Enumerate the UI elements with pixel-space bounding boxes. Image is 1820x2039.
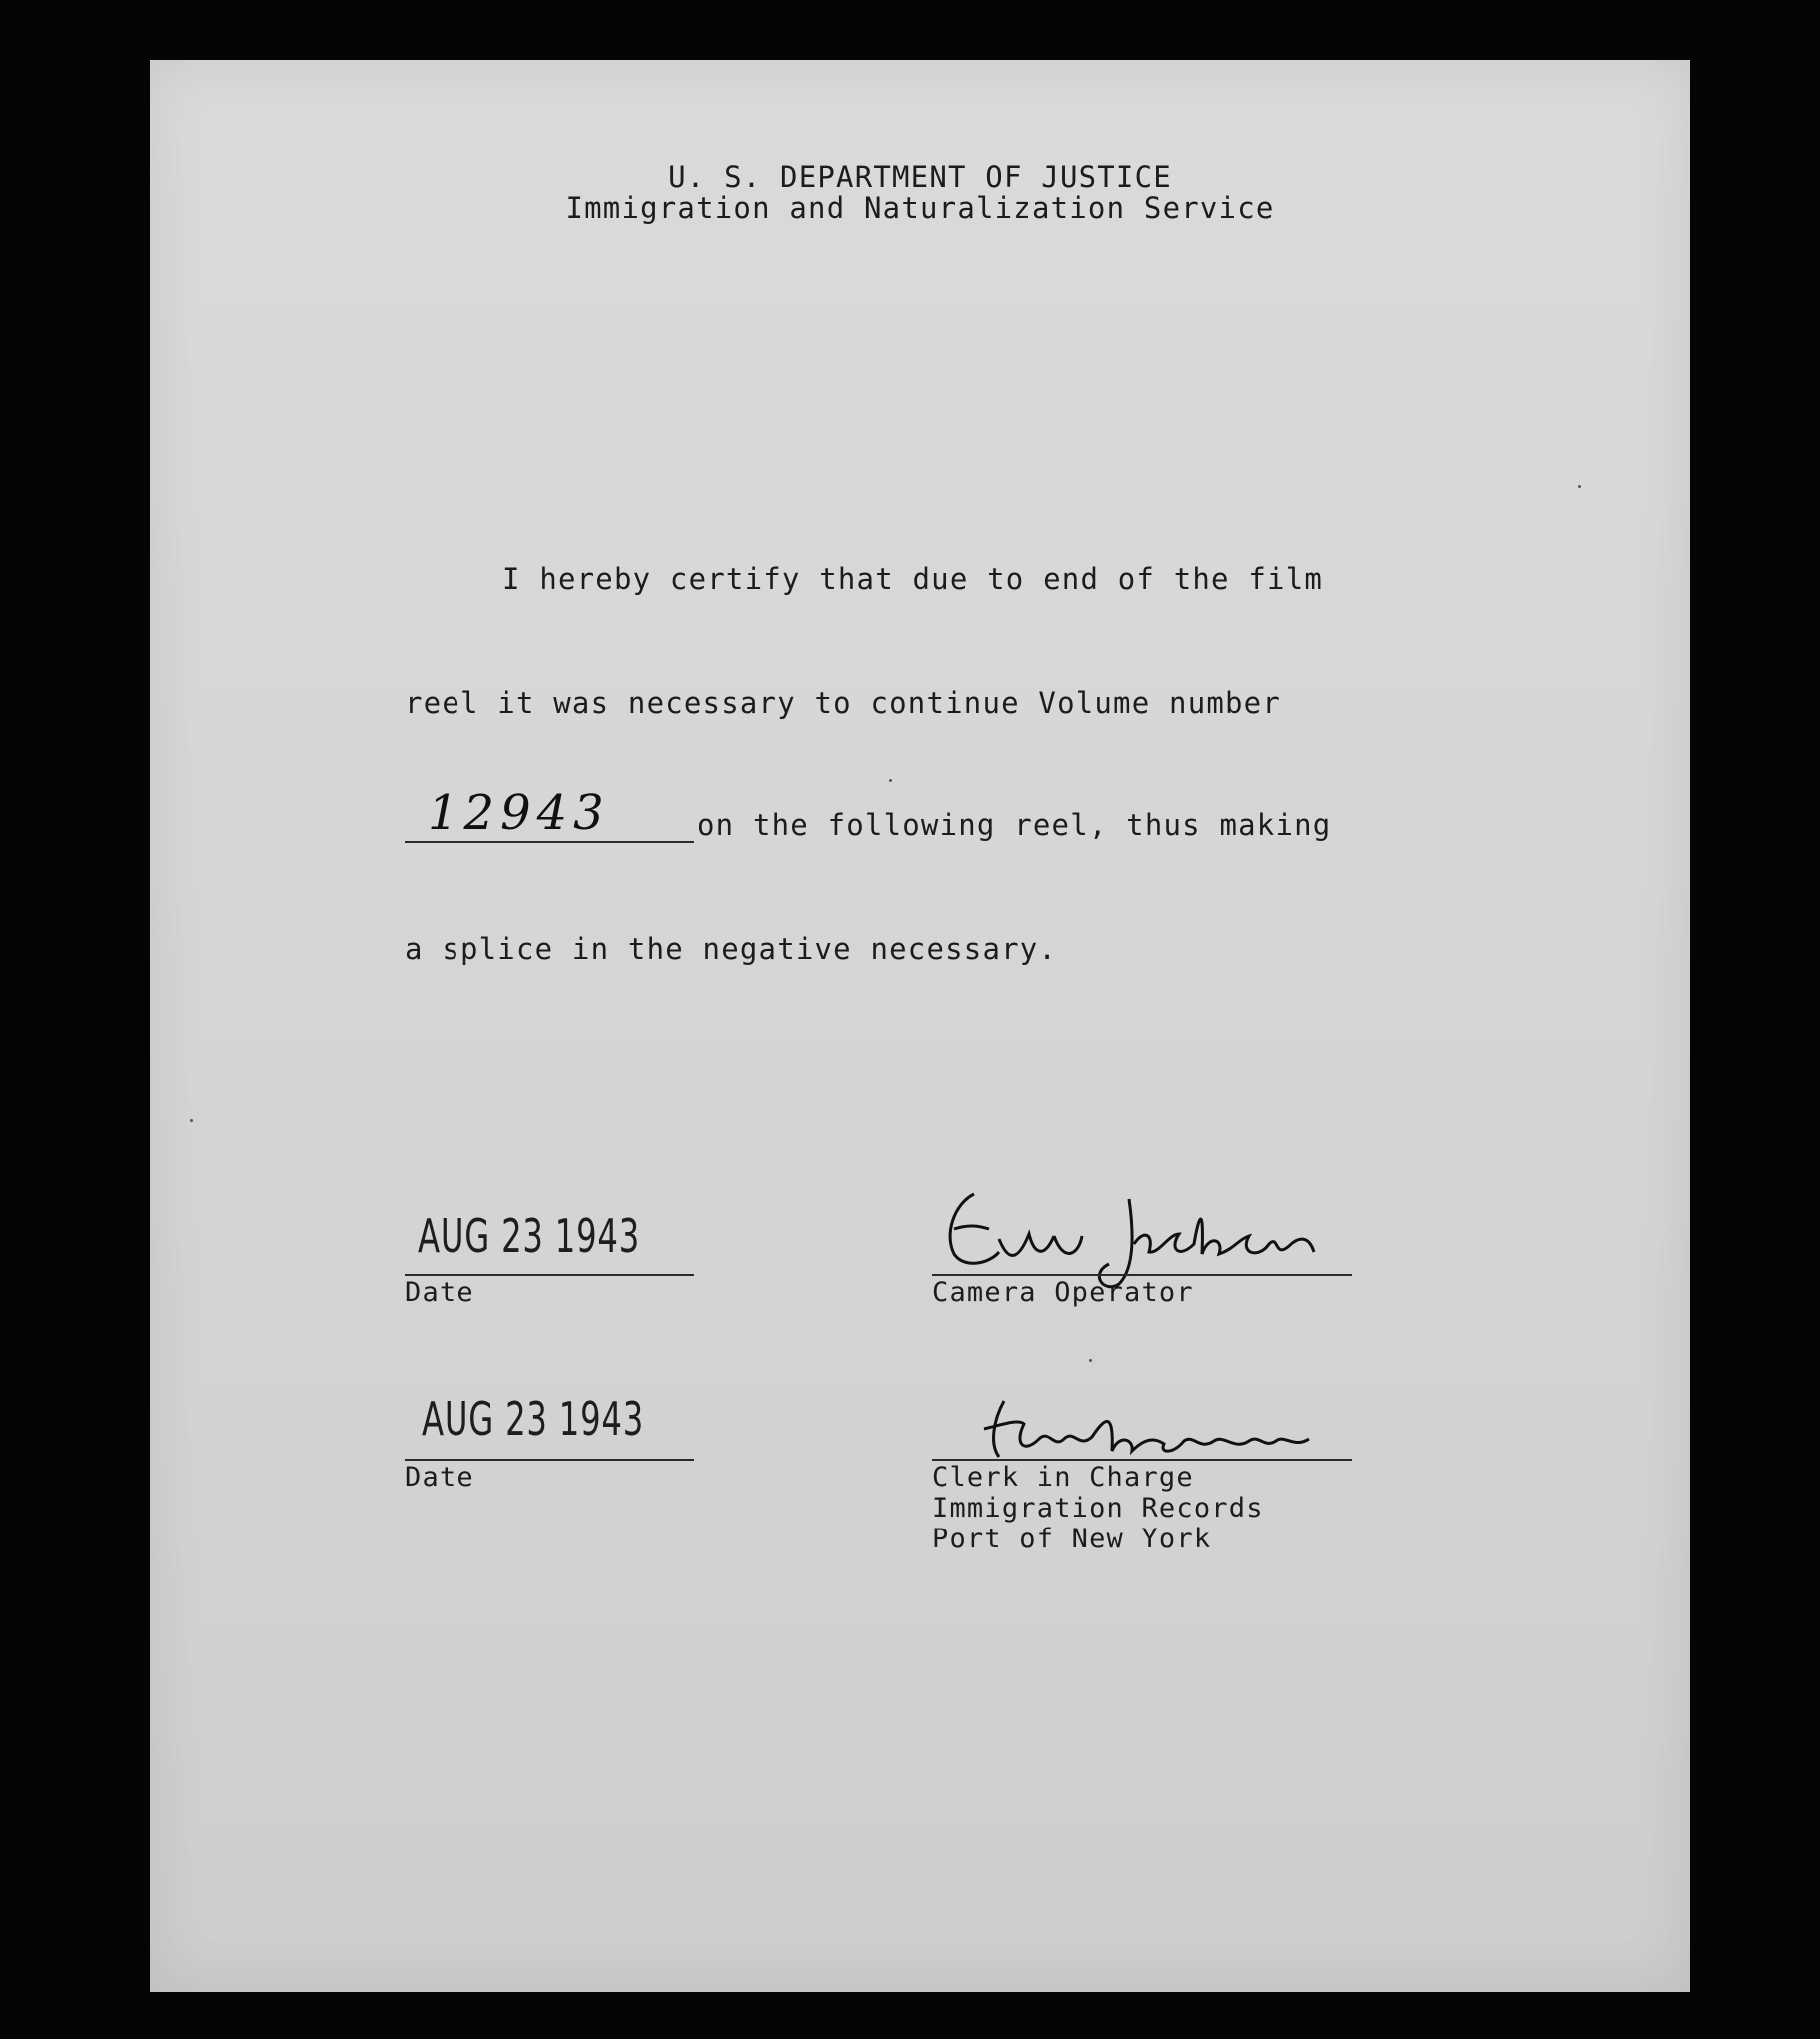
clerk-line bbox=[932, 1459, 1352, 1461]
clerk-signature bbox=[964, 1389, 1354, 1469]
date-stamp-1: AUG 23 1943 bbox=[418, 1209, 641, 1263]
volume-number: 12943 bbox=[428, 785, 610, 841]
clerk-label-3: Port of New York bbox=[932, 1524, 1212, 1554]
paper-speck bbox=[1578, 485, 1581, 488]
certification-line-3: on the following reel, thus making bbox=[697, 808, 1332, 842]
certification-line-4: a splice in the negative necessary. bbox=[405, 932, 1058, 966]
certification-line-2: reel it was necessary to continue Volume number bbox=[405, 686, 1281, 720]
paper-speck bbox=[190, 1119, 193, 1122]
clerk-label-1: Clerk in Charge bbox=[932, 1462, 1194, 1493]
date-label-2: Date bbox=[405, 1462, 474, 1493]
date-label-1: Date bbox=[405, 1277, 474, 1308]
date-stamp-2: AUG 23 1943 bbox=[422, 1392, 645, 1446]
document-page bbox=[150, 60, 1690, 1992]
camera-operator-line bbox=[932, 1274, 1352, 1276]
camera-operator-signature bbox=[934, 1174, 1344, 1294]
clerk-label-2: Immigration Records bbox=[932, 1493, 1264, 1524]
date-line-1 bbox=[405, 1274, 694, 1276]
paper-speck bbox=[889, 779, 892, 782]
service-heading: Immigration and Naturalization Service bbox=[565, 191, 1275, 225]
certification-line-1: I hereby certify that due to end of the film bbox=[502, 562, 1324, 596]
paper-speck bbox=[1089, 1359, 1092, 1362]
camera-operator-label: Camera Operator bbox=[932, 1277, 1194, 1308]
date-line-2 bbox=[405, 1459, 694, 1461]
volume-number-line bbox=[405, 841, 694, 843]
department-heading: U. S. DEPARTMENT OF JUSTICE bbox=[668, 160, 1172, 194]
